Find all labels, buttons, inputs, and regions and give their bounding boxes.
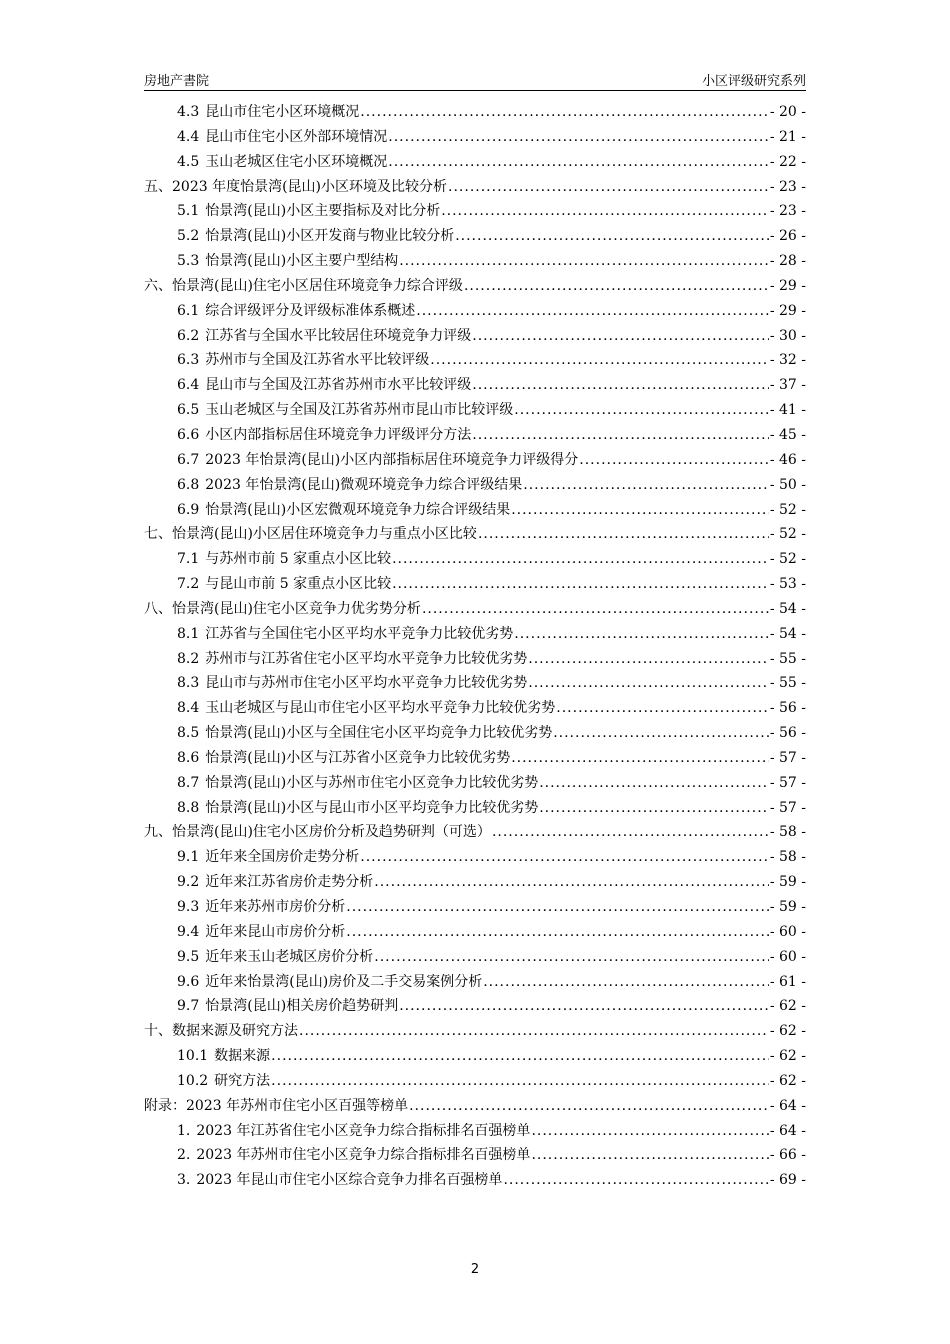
- toc-dot-leader: [392, 572, 769, 597]
- toc-entry-number: 1.: [177, 1122, 191, 1139]
- toc-entry-number: 9.1: [177, 849, 200, 866]
- toc-section-entry[interactable]: [144, 622, 806, 647]
- toc-entry-number: 8.5: [177, 725, 200, 742]
- toc-section-entry[interactable]: [144, 547, 806, 572]
- toc-entry-number: 8.1: [177, 625, 200, 642]
- toc-dot-leader: [528, 671, 769, 696]
- toc-entry-title: 怡景湾(昆山)小区与全国住宅小区平均竞争力比较优劣势: [205, 725, 553, 742]
- toc-entry-title: 怡景湾(昆山)小区与苏州市住宅小区竞争力比较优劣势: [205, 774, 539, 791]
- toc-entry-number: 6.1: [177, 302, 200, 319]
- toc-dot-leader: [448, 175, 769, 200]
- toc-section-entry[interactable]: [144, 423, 806, 448]
- toc-entry-number: 6.9: [177, 501, 200, 518]
- toc-entry-number: 6.5: [177, 402, 200, 419]
- toc-section-entry[interactable]: [144, 920, 806, 945]
- toc-entry-title: 数据来源及研究方法: [172, 1023, 298, 1040]
- toc-entry-number: 2.: [177, 1147, 191, 1164]
- toc-entry-page: - 57 -: [769, 799, 806, 816]
- toc-entry-title: 数据来源: [214, 1048, 271, 1065]
- toc-section-entry[interactable]: [144, 199, 806, 224]
- toc-entry-title: 怡景湾(昆山)小区居住环境竞争力与重点小区比较: [172, 526, 477, 543]
- toc-entry-number: 6.4: [177, 377, 200, 394]
- toc-dot-leader: [360, 845, 769, 870]
- toc-entry-page: - 60 -: [769, 948, 806, 965]
- toc-dot-leader: [579, 448, 769, 473]
- toc-dot-leader: [531, 1119, 768, 1144]
- toc-entry-title: 近年来全国房价走势分析: [205, 849, 360, 866]
- toc-entry-title: 江苏省与全国水平比较居住环境竞争力评级: [205, 327, 472, 344]
- toc-entry-page: - 28 -: [769, 253, 806, 270]
- toc-section-entry[interactable]: [144, 572, 806, 597]
- toc-entry-number: 7.1: [177, 551, 200, 568]
- toc-dot-leader: [430, 348, 769, 373]
- toc-section-entry[interactable]: [144, 771, 806, 796]
- toc-entry-title: 怡景湾(昆山)小区开发商与物业比较分析: [205, 228, 455, 245]
- toc-dot-leader: [483, 970, 769, 995]
- toc-dot-leader: [503, 1168, 768, 1193]
- toc-entry-title: 昆山市住宅小区外部环境情况: [205, 128, 388, 145]
- header-series-title: 小区评级研究系列: [701, 74, 806, 89]
- toc-dot-leader: [514, 622, 769, 647]
- toc-section-entry[interactable]: [144, 895, 806, 920]
- toc-entry-number: 4.4: [177, 128, 200, 145]
- toc-entry-page: - 52 -: [769, 526, 806, 543]
- toc-chapter-entry[interactable]: [144, 274, 806, 299]
- toc-entry-page: - 59 -: [769, 874, 806, 891]
- page-number: 2: [470, 1262, 480, 1277]
- toc-dot-leader: [388, 125, 769, 150]
- toc-entry-page: - 64 -: [769, 1097, 806, 1114]
- toc-entry-number: 8.7: [177, 774, 200, 791]
- toc-entry-title: 怡景湾(昆山)住宅小区居住环境竞争力综合评级: [172, 277, 463, 294]
- toc-section-entry[interactable]: [144, 224, 806, 249]
- page-header: [144, 68, 806, 91]
- toc-entry-page: - 66 -: [769, 1147, 806, 1164]
- toc-entry-number: 6.2: [177, 327, 200, 344]
- toc-entry-page: - 32 -: [769, 352, 806, 369]
- toc-entry-page: - 52 -: [769, 501, 806, 518]
- toc-entry-page: - 23 -: [769, 178, 806, 195]
- toc-section-entry[interactable]: [144, 945, 806, 970]
- toc-entry-page: - 62 -: [769, 998, 806, 1015]
- toc-entry-number: 8.4: [177, 700, 200, 717]
- toc-entry-page: - 21 -: [769, 128, 806, 145]
- toc-entry-page: - 22 -: [769, 153, 806, 170]
- toc-entry-title: 怡景湾(昆山)小区主要指标及对比分析: [205, 203, 441, 220]
- toc-chapter-entry[interactable]: [144, 1019, 806, 1044]
- toc-dot-leader: [531, 1143, 768, 1168]
- toc-entry-page: - 55 -: [769, 650, 806, 667]
- toc-section-entry[interactable]: [144, 249, 806, 274]
- toc-dot-leader: [399, 249, 769, 274]
- toc-dot-leader: [409, 1094, 769, 1119]
- toc-dot-leader: [346, 895, 769, 920]
- toc-entry-page: - 45 -: [769, 426, 806, 443]
- table-of-contents: [144, 100, 806, 1193]
- toc-entry-page: - 55 -: [769, 675, 806, 692]
- toc-entry-page: - 52 -: [769, 551, 806, 568]
- toc-entry-title: 昆山市与全国及江苏省苏州市水平比较评级: [205, 377, 472, 394]
- toc-dot-leader: [392, 547, 769, 572]
- toc-entry-title: 昆山市住宅小区环境概况: [205, 104, 360, 120]
- toc-section-entry[interactable]: [144, 696, 806, 721]
- toc-entry-number: 10.2: [177, 1072, 209, 1089]
- toc-dot-leader: [271, 1044, 769, 1069]
- toc-chapter-entry[interactable]: [144, 1094, 806, 1119]
- toc-dot-leader: [511, 498, 769, 523]
- toc-entry-number: 五、: [144, 178, 172, 195]
- toc-entry-page: - 62 -: [769, 1072, 806, 1089]
- toc-entry-page: - 64 -: [769, 1122, 806, 1139]
- toc-entry-title: 综合评级评分及评级标准体系概述: [205, 302, 416, 319]
- toc-entry-page: - 56 -: [769, 700, 806, 717]
- toc-dot-leader: [492, 820, 769, 845]
- toc-entry-number: 6.6: [177, 426, 200, 443]
- toc-entry-number: 4.3: [177, 104, 200, 120]
- toc-entry-title: 玉山老城区与昆山市住宅小区平均水平竞争力比较优劣势: [205, 700, 556, 717]
- toc-section-entry[interactable]: [144, 448, 806, 473]
- toc-dot-leader: [528, 647, 769, 672]
- toc-dot-leader: [399, 994, 769, 1019]
- toc-entry-title: 怡景湾(昆山)住宅小区竞争力优劣势分析: [172, 600, 421, 617]
- toc-entry-number: 4.5: [177, 153, 200, 170]
- toc-section-entry[interactable]: [144, 1168, 806, 1193]
- toc-entry-page: - 56 -: [769, 725, 806, 742]
- toc-entry-title: 怡景湾(昆山)相关房价趋势研判: [205, 998, 399, 1015]
- toc-section-entry[interactable]: [144, 870, 806, 895]
- toc-entry-number: 六、: [144, 277, 172, 294]
- toc-entry-page: - 57 -: [769, 749, 806, 766]
- toc-entry-number: 八、: [144, 600, 172, 617]
- toc-chapter-entry[interactable]: [144, 597, 806, 622]
- toc-section-entry[interactable]: [144, 100, 806, 125]
- toc-dot-leader: [556, 696, 769, 721]
- toc-entry-title: 与昆山市前 5 家重点小区比较: [205, 576, 392, 593]
- toc-dot-leader: [422, 597, 769, 622]
- toc-entry-number: 7.2: [177, 576, 200, 593]
- toc-entry-title: 2023 年昆山市住宅小区综合竞争力排名百强榜单: [196, 1172, 503, 1189]
- toc-section-entry[interactable]: [144, 994, 806, 1019]
- toc-entry-page: - 62 -: [769, 1048, 806, 1065]
- toc-entry-number: 5.1: [177, 203, 200, 220]
- toc-entry-number: 9.4: [177, 923, 200, 940]
- toc-entry-title: 近年来江苏省房价走势分析: [205, 874, 374, 891]
- toc-entry-title: 2023 年江苏省住宅小区竞争力综合指标排名百强榜单: [196, 1122, 531, 1139]
- toc-entry-title: 2023 年苏州市住宅小区百强等榜单: [186, 1097, 409, 1114]
- toc-entry-title: 2023 年度怡景湾(昆山)小区环境及比较分析: [172, 178, 448, 195]
- toc-entry-page: - 46 -: [769, 451, 806, 468]
- toc-chapter-entry[interactable]: [144, 175, 806, 200]
- toc-entry-title: 近年来玉山老城区房价分析: [205, 948, 374, 965]
- toc-dot-leader: [472, 324, 769, 349]
- toc-dot-leader: [539, 796, 769, 821]
- toc-entry-page: - 20 -: [769, 104, 806, 120]
- toc-section-entry[interactable]: [144, 721, 806, 746]
- toc-dot-leader: [464, 274, 769, 299]
- toc-dot-leader: [299, 1019, 769, 1044]
- toc-section-entry[interactable]: [144, 1143, 806, 1168]
- toc-dot-leader: [416, 299, 769, 324]
- toc-section-entry[interactable]: [144, 324, 806, 349]
- toc-entry-page: - 60 -: [769, 923, 806, 940]
- toc-entry-number: 9.6: [177, 973, 200, 990]
- toc-entry-page: - 23 -: [769, 203, 806, 220]
- toc-entry-title: 怡景湾(昆山)住宅小区房价分析及趋势研判（可选）: [172, 824, 491, 841]
- toc-entry-page: - 58 -: [769, 824, 806, 841]
- toc-section-entry[interactable]: [144, 498, 806, 523]
- toc-section-entry[interactable]: [144, 348, 806, 373]
- toc-section-entry[interactable]: [144, 299, 806, 324]
- toc-entry-page: - 29 -: [769, 302, 806, 319]
- toc-dot-leader: [472, 423, 769, 448]
- toc-entry-number: 6.8: [177, 476, 200, 493]
- toc-section-entry[interactable]: [144, 970, 806, 995]
- toc-dot-leader: [553, 721, 769, 746]
- toc-entry-number: 6.7: [177, 451, 200, 468]
- toc-entry-number: 10.1: [177, 1048, 209, 1065]
- toc-entry-number: 七、: [144, 526, 172, 543]
- toc-section-entry[interactable]: [144, 125, 806, 150]
- toc-entry-number: 5.3: [177, 253, 200, 270]
- toc-entry-page: - 58 -: [769, 849, 806, 866]
- toc-entry-title: 研究方法: [214, 1072, 271, 1089]
- toc-chapter-entry[interactable]: [144, 522, 806, 547]
- toc-entry-number: 附录：: [144, 1097, 186, 1114]
- toc-entry-page: - 57 -: [769, 774, 806, 791]
- toc-entry-number: 8.8: [177, 799, 200, 816]
- toc-entry-title: 近年来怡景湾(昆山)房价及二手交易案例分析: [205, 973, 483, 990]
- toc-entry-page: - 29 -: [769, 277, 806, 294]
- toc-entry-title: 2023 年怡景湾(昆山)小区内部指标居住环境竞争力评级得分: [205, 451, 579, 468]
- toc-entry-page: - 41 -: [769, 402, 806, 419]
- toc-entry-title: 怡景湾(昆山)小区宏微观环境竞争力综合评级结果: [205, 501, 511, 518]
- toc-section-entry[interactable]: [144, 796, 806, 821]
- toc-entry-page: - 54 -: [769, 625, 806, 642]
- toc-entry-number: 8.3: [177, 675, 200, 692]
- toc-entry-page: - 37 -: [769, 377, 806, 394]
- toc-section-entry[interactable]: [144, 1044, 806, 1069]
- toc-entry-title: 玉山老城区住宅小区环境概况: [205, 153, 388, 170]
- toc-entry-number: 8.6: [177, 749, 200, 766]
- toc-section-entry[interactable]: [144, 647, 806, 672]
- toc-dot-leader: [478, 522, 769, 547]
- toc-dot-leader: [360, 100, 769, 125]
- toc-entry-title: 近年来昆山市房价分析: [205, 923, 346, 940]
- toc-section-entry[interactable]: [144, 845, 806, 870]
- toc-entry-number: 十、: [144, 1023, 172, 1040]
- toc-entry-title: 昆山市与苏州市住宅小区平均水平竞争力比较优劣势: [205, 675, 528, 692]
- toc-entry-title: 怡景湾(昆山)小区与昆山市小区平均竞争力比较优劣势: [205, 799, 539, 816]
- toc-dot-leader: [374, 945, 769, 970]
- toc-entry-number: 九、: [144, 824, 172, 841]
- toc-entry-number: 9.5: [177, 948, 200, 965]
- toc-section-entry[interactable]: [144, 373, 806, 398]
- toc-dot-leader: [523, 473, 769, 498]
- toc-section-entry[interactable]: [144, 473, 806, 498]
- toc-dot-leader: [271, 1069, 769, 1094]
- toc-entry-title: 小区内部指标居住环境竞争力评级评分方法: [205, 426, 472, 443]
- toc-entry-number: 3.: [177, 1172, 191, 1189]
- toc-entry-page: - 30 -: [769, 327, 806, 344]
- toc-entry-page: - 69 -: [769, 1172, 806, 1189]
- toc-dot-leader: [388, 150, 769, 175]
- toc-entry-page: - 26 -: [769, 228, 806, 245]
- toc-dot-leader: [511, 746, 769, 771]
- toc-dot-leader: [346, 920, 769, 945]
- toc-entry-number: 6.3: [177, 352, 200, 369]
- toc-entry-title: 2023 年苏州市住宅小区竞争力综合指标排名百强榜单: [196, 1147, 531, 1164]
- toc-section-entry[interactable]: [144, 1069, 806, 1094]
- toc-entry-page: - 61 -: [769, 973, 806, 990]
- toc-dot-leader: [514, 398, 769, 423]
- toc-entry-title: 苏州市与江苏省住宅小区平均水平竞争力比较优劣势: [205, 650, 528, 667]
- toc-entry-page: - 59 -: [769, 899, 806, 915]
- toc-entry-title: 苏州市与全国及江苏省水平比较评级: [205, 352, 430, 369]
- toc-chapter-entry[interactable]: [144, 820, 806, 845]
- header-publisher: 房地产書院: [144, 74, 210, 89]
- toc-entry-page: - 53 -: [769, 576, 806, 593]
- toc-dot-leader: [441, 199, 769, 224]
- toc-section-entry[interactable]: [144, 150, 806, 175]
- toc-section-entry[interactable]: [144, 746, 806, 771]
- toc-entry-number: 5.2: [177, 228, 200, 245]
- toc-entry-number: 9.7: [177, 998, 200, 1015]
- toc-section-entry[interactable]: [144, 1119, 806, 1144]
- toc-section-entry[interactable]: [144, 398, 806, 423]
- toc-dot-leader: [472, 373, 769, 398]
- toc-entry-title: 近年来苏州市房价分析: [205, 899, 346, 915]
- toc-entry-number: 9.3: [177, 899, 200, 915]
- toc-entry-title: 2023 年怡景湾(昆山)微观环境竞争力综合评级结果: [205, 476, 523, 493]
- toc-entry-title: 怡景湾(昆山)小区与江苏省小区竞争力比较优劣势: [205, 749, 511, 766]
- toc-section-entry[interactable]: [144, 671, 806, 696]
- toc-entry-page: - 62 -: [769, 1023, 806, 1040]
- toc-dot-leader: [455, 224, 769, 249]
- toc-entry-title: 怡景湾(昆山)小区主要户型结构: [205, 253, 399, 270]
- toc-dot-leader: [539, 771, 769, 796]
- toc-entry-title: 与苏州市前 5 家重点小区比较: [205, 551, 392, 568]
- toc-entry-title: 江苏省与全国住宅小区平均水平竞争力比较优劣势: [205, 625, 514, 642]
- toc-entry-number: 8.2: [177, 650, 200, 667]
- toc-entry-number: 9.2: [177, 874, 200, 891]
- toc-dot-leader: [374, 870, 769, 895]
- toc-entry-title: 玉山老城区与全国及江苏省苏州市昆山市比较评级: [205, 402, 514, 419]
- toc-entry-page: - 54 -: [769, 600, 806, 617]
- toc-entry-page: - 50 -: [769, 476, 806, 493]
